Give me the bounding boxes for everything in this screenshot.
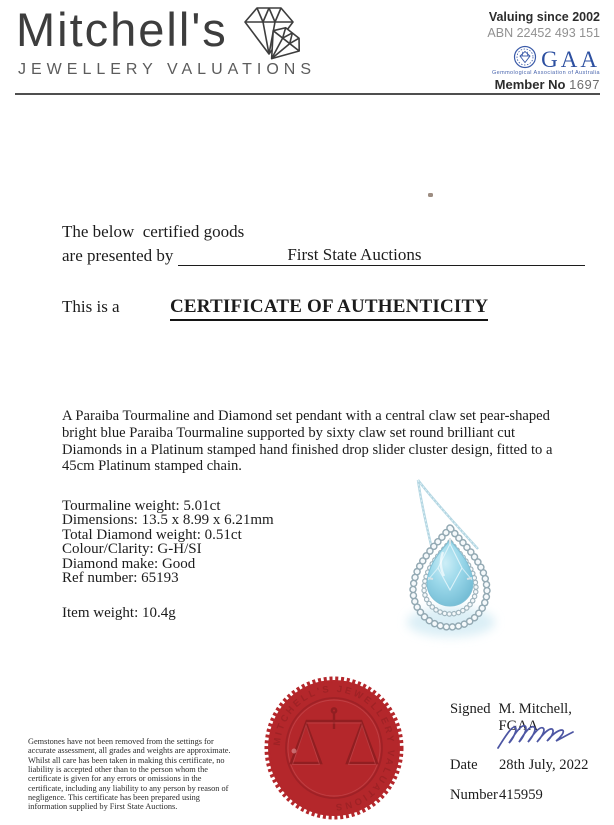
number-label: Number [450,787,498,803]
abn-text: ABN 22452 493 151 [487,26,600,40]
header-rule [15,93,600,95]
brand-name: Mitchell's [16,3,228,56]
detail-diamond-weight: Total Diamond weight: 0.51ct [62,526,242,543]
disclaimer-text: Gemstones have not been removed from the settings for accurate assessment, all grades and weights are approximate. Whilst all care has been taken in making this certificate, no liability is accepted other than to the person whom the certificate is given for any errors or omissions in the certificate, including any liability to any person by reason of negligence. This certificate has been prepared using information supplied by First State Auctions. [28,737,231,812]
member-no [495,77,600,92]
presenter-name: First State Auctions [178,244,585,266]
item-weight: Item weight: 10.4g [62,605,176,621]
number-row [450,787,543,804]
detail-dimensions: Dimensions: 13.5 x 8.99 x 6.21mm [62,512,274,529]
title-lead-in: This is a [62,297,120,316]
presented-line1: The below certified goods [62,222,245,241]
date-value: 28th July, 2022 [499,757,589,773]
detail-colour-clarity: Colour/Clarity: G-H/SI [62,541,202,558]
scan-speck [428,193,433,197]
item-description: A Paraiba Tourmaline and Diamond set pendant with a central claw set pear-shaped bright blue Paraiba Tourmaline supported by sixty claw set round brilliant cut Diamonds in a Platinum stamped hand finished drop slider cluster design, fitted to a 45cm Platinum stamped chain. [62,408,553,475]
member-number: 1697 [569,77,600,92]
number-value: 415959 [499,787,543,803]
presented-block [62,221,585,266]
member-label: Member No [494,77,566,92]
detail-tourmaline-weight: Tourmaline weight: 5.01ct [62,498,221,514]
date-row [450,757,588,774]
detail-diamond-make: Diamond make: Good [62,555,196,572]
signature-ink [496,720,576,759]
valuing-since-text: Valuing since 2002 [488,10,600,24]
brand-tagline: JEWELLERY VALUATIONS [18,61,316,78]
wax-seal [260,673,408,823]
gaa-acronym: GAA [541,46,600,72]
certificate-title-row [62,296,488,321]
signed-label: Signed [450,701,491,717]
certificate-title: CERTIFICATE OF AUTHENTICITY [170,296,488,321]
signed-value: M. Mitchell, FGAA [498,701,572,734]
detail-ref-number: Ref number: 65193 [62,570,179,587]
date-label: Date [450,757,478,773]
pendant-photo [358,452,563,657]
details-list [62,499,274,585]
seal-rim-text: MITCHELL'S JEWELLERY VALUATIONS [271,683,397,813]
gaa-caption: Gemmological Association of Australia [491,70,600,76]
presented-prefix: are presented by [62,246,174,265]
